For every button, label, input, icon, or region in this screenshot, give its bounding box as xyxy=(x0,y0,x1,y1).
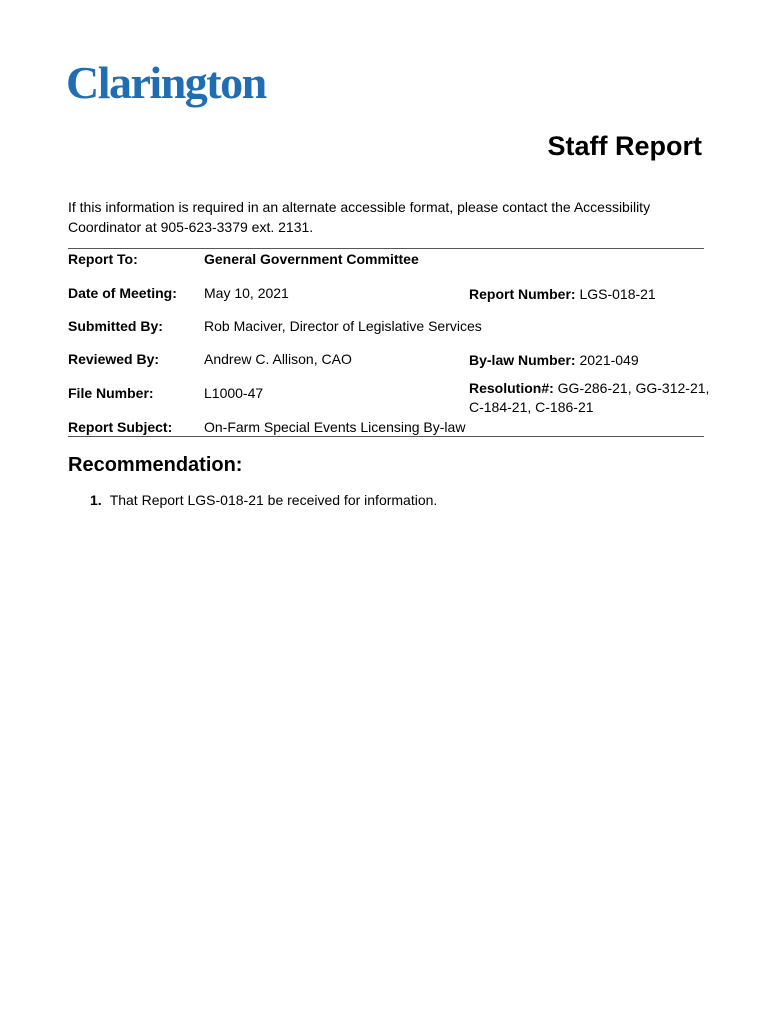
bylaw-number xyxy=(469,351,639,370)
report-to-value: General Government Committee xyxy=(204,251,419,267)
resolution-number xyxy=(469,379,709,417)
page-title: Staff Report xyxy=(547,131,702,161)
accessibility-notice: If this information is required in an alternate accessible format, please contact the Accessibility Coordinator at 905-623-3379 ext. 2131. xyxy=(68,199,651,235)
report-subject-label: Report Subject: xyxy=(68,419,173,435)
date-of-meeting-value: May 10, 2021 xyxy=(204,285,289,301)
report-to-label: Report To: xyxy=(68,251,138,267)
file-number-label: File Number: xyxy=(68,385,154,401)
date-of-meeting-label: Date of Meeting: xyxy=(68,285,177,301)
resolution-value-line2: C-184-21, C-186-21 xyxy=(469,399,594,415)
recommendation-item-text: That Report LGS-018-21 be received for information. xyxy=(109,492,438,508)
submitted-by-value: Rob Maciver, Director of Legislative Services xyxy=(204,318,482,334)
report-number-value: LGS-018-21 xyxy=(579,286,656,302)
recommendation-heading: Recommendation: xyxy=(68,454,243,476)
bylaw-number-label: By-law Number: xyxy=(469,352,576,368)
file-number-value: L1000-47 xyxy=(204,385,264,401)
reviewed-by-label: Reviewed By: xyxy=(68,351,160,367)
recommendation-item xyxy=(90,492,437,508)
resolution-value-line1: GG-286-21, GG-312-21, xyxy=(557,380,710,396)
fields-divider xyxy=(68,436,704,437)
reviewed-by-value: Andrew C. Allison, CAO xyxy=(204,351,352,367)
report-subject-value: On-Farm Special Events Licensing By-law xyxy=(204,419,466,435)
header-divider xyxy=(68,248,704,249)
bylaw-number-value: 2021-049 xyxy=(579,352,639,368)
report-number xyxy=(469,285,656,304)
submitted-by-label: Submitted By: xyxy=(68,318,163,334)
clarington-logo: Clarington xyxy=(66,57,266,108)
report-number-label: Report Number: xyxy=(469,286,576,302)
recommendation-item-number: 1. xyxy=(90,492,102,508)
resolution-label: Resolution#: xyxy=(469,380,554,396)
